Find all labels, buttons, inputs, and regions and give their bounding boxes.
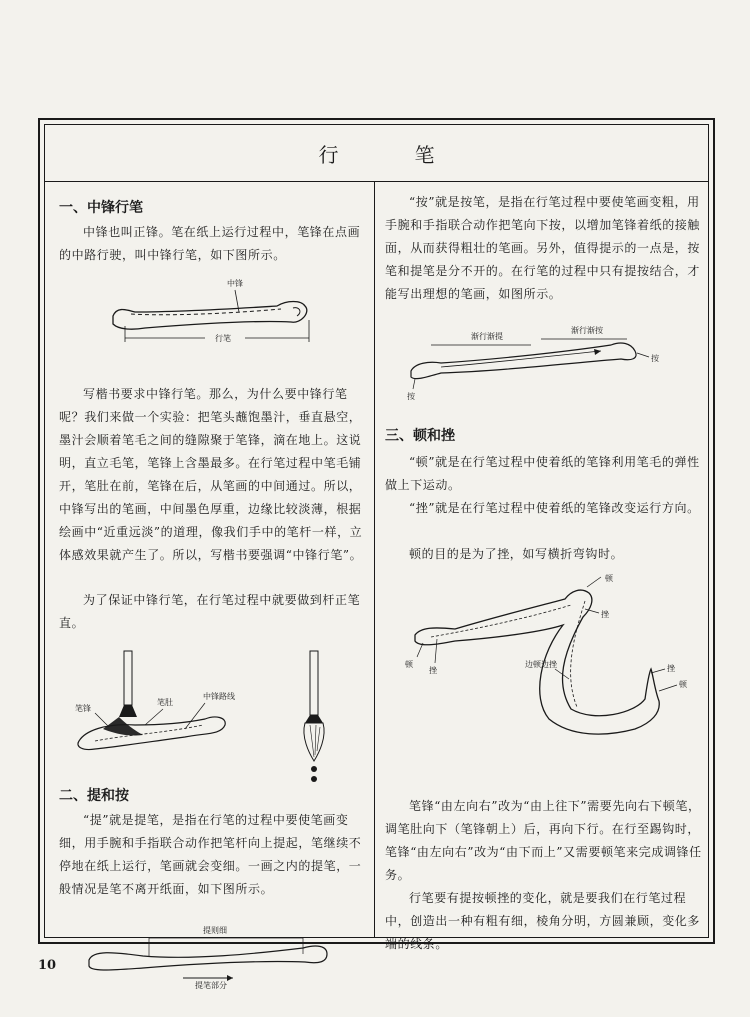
label-belly: 笔肚	[157, 698, 173, 707]
section-3-purpose: 顿的目的是为了挫，如写横折弯钩时。	[409, 547, 624, 561]
label-gradual-lift: 渐行渐提	[471, 332, 503, 341]
label-gradual-press: 渐行渐按	[571, 326, 603, 335]
brush-figure	[65, 651, 365, 771]
label-cuo-2: 挫	[601, 610, 609, 619]
label-center-path: 中锋路线	[203, 692, 235, 701]
label-center-tip: 中锋	[227, 279, 243, 288]
section-2-lift: “提”就是提笔，是指在行笔的过程中要使笔画变细，用手腕和手指联合动作把笔杆向上提起，笔继续不停地在纸上运行，笔画就会变细。一画之内的提笔，一般情况是笔不离开纸面，如下图所示。	[59, 813, 362, 896]
section-3-dun: “顿”就是在行笔过程中使着纸的笔锋利用笔毛的弹性做上下运动。	[385, 455, 700, 492]
section-2-press: “按”就是按笔，是指在行笔过程中要使笔画变粗，用手腕和手指联合动作把笔向下按，以增加笔锋着纸的接触面，从而获得粗壮的笔画。另外，值得提示的一点是，按笔和提笔是分不开的。在行笔的过程中只有提按结合，才能写出理想的笔画，如图所示。	[385, 195, 701, 301]
label-tip: 笔锋	[75, 704, 91, 713]
label-edge-dun-cuo: 边顿边挫	[525, 660, 557, 669]
section-2-heading: 二、提和按	[59, 788, 129, 804]
section-1-conclusion: 为了保证中锋行笔，在行笔过程中就要做到杆正笔直。	[59, 593, 361, 630]
lift-stroke-figure	[83, 926, 343, 990]
section-1-heading: 一、中锋行笔	[59, 200, 143, 216]
label-dun-1: 顿	[405, 660, 413, 669]
section-1-body: 写楷书要求中锋行笔。那么，为什么要中锋行笔呢？我们来做一个实验：把笔头蘸饱墨汁，垂直悬空，墨汁会顺着笔毛之间的缝隙聚于笔锋，滴在地上。这说明，直立毛笔，笔锋上含墨最多。在行笔过程中笔毛铺开，笔肚在前，笔锋在后，从笔画的中间通过。所以，中锋写出的笔画，中间墨色厚重，边缘比较淡薄，根据绘画中“近重远淡”的道理，像我们手中的笔杆一样，立体感效果就产生了。所以，写楷书要强调“中锋行笔”。	[59, 387, 363, 562]
center-stroke-figure	[105, 276, 325, 346]
page-title: 行 笔	[318, 142, 463, 167]
section-1-intro: 中锋也叫正锋。笔在纸上运行过程中，笔锋在点画的中路行驶，叫中锋行笔，如下图所示。	[59, 225, 361, 262]
section-3-heading: 三、顿和挫	[385, 428, 455, 444]
lift-press-figure	[401, 326, 671, 401]
label-dun-2: 顿	[605, 574, 613, 583]
label-move: 行笔	[215, 334, 231, 343]
label-press-right: 按	[651, 354, 659, 363]
bend-hook-figure	[395, 573, 695, 743]
label-lift-thin: 提则细	[203, 926, 227, 935]
section-3-cuo: “挫”就是在行笔过程中使着纸的笔锋改变运行方向。	[409, 501, 700, 515]
right-column	[375, 181, 708, 951]
label-cuo-3: 挫	[667, 664, 675, 673]
page-number: 10	[38, 958, 57, 973]
title-bar	[45, 125, 708, 182]
label-press-left: 按	[407, 392, 415, 401]
label-lift-part: 提笔部分	[195, 981, 227, 990]
label-cuo-1: 挫	[429, 666, 437, 675]
section-3-summary: 行笔要有提按顿挫的变化，就是要我们在行笔过程中，创造出一种有粗有细，棱角分明，方圆兼顾，变化多端的线条。	[385, 891, 701, 951]
label-dun-3: 顿	[679, 680, 687, 689]
section-3-explanation: 笔锋“由左向右”改为“由上往下”需要先向右下顿笔，调笔肚向下（笔锋朝上）后，再向下行。在行至踢钩时，笔锋“由左向右”改为“由下而上”又需要顿笔来完成调锋任务。	[385, 799, 702, 882]
